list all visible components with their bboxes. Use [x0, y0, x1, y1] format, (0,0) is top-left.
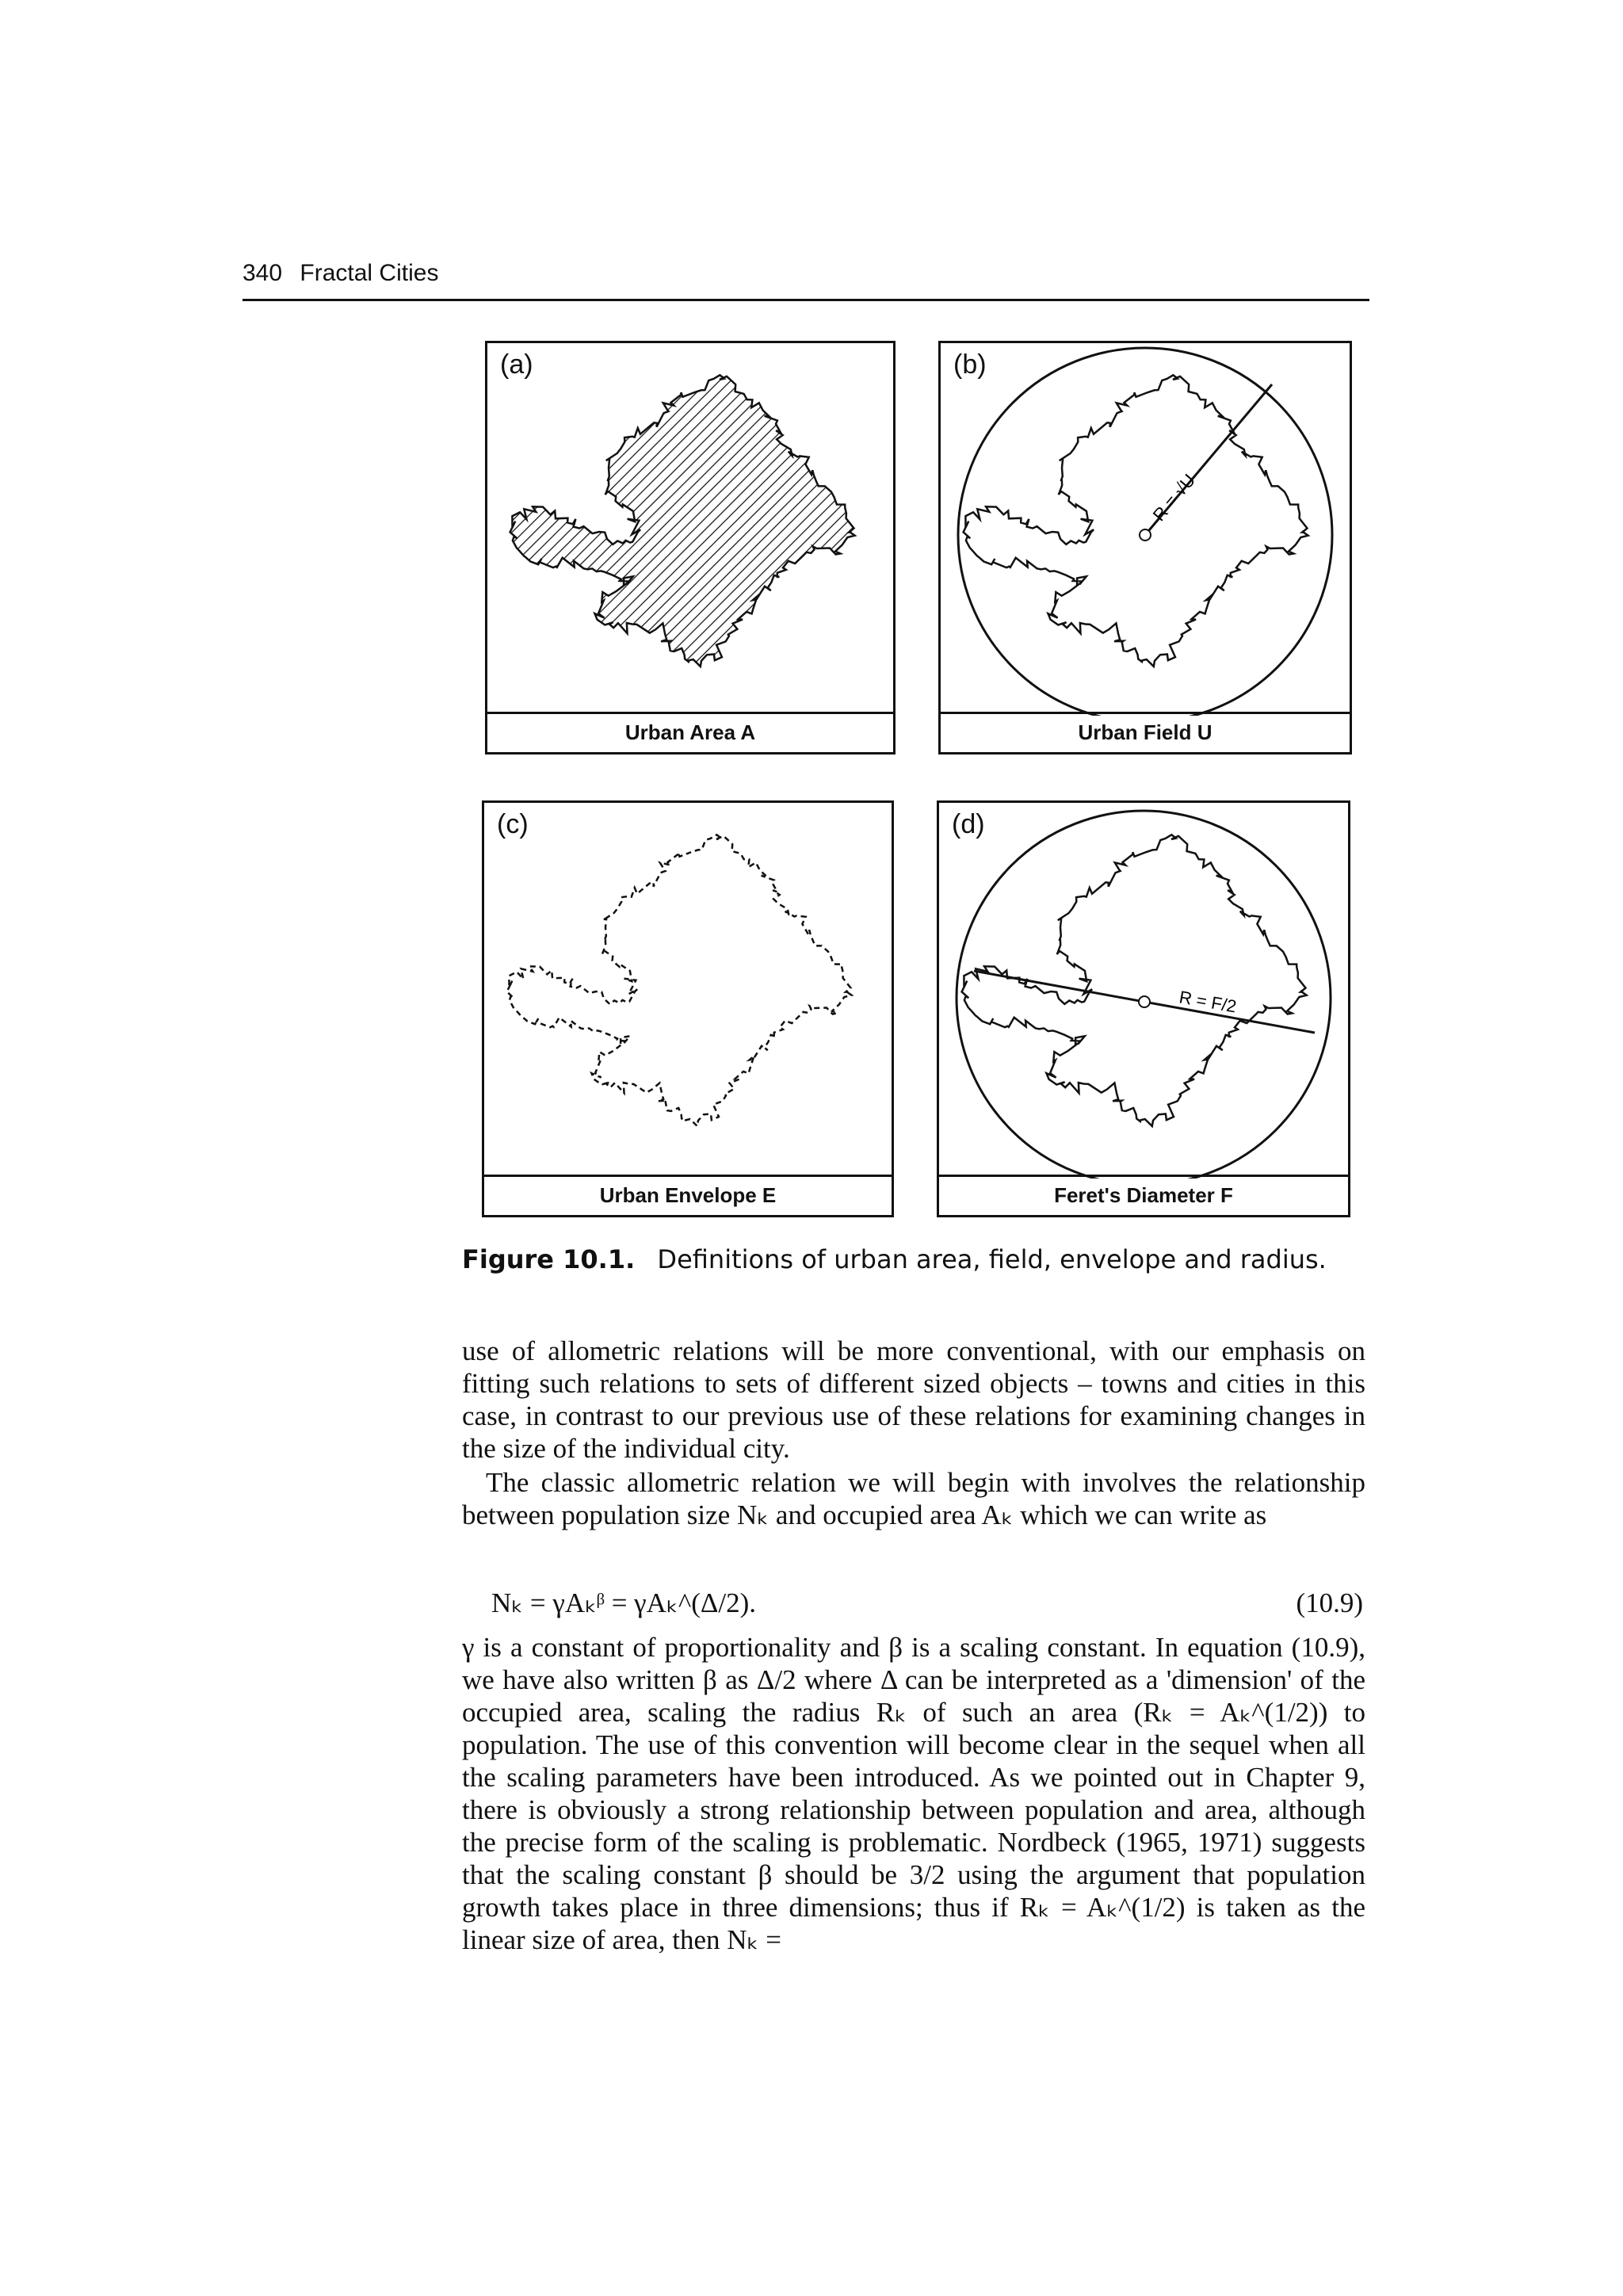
body-paragraph — [462, 1466, 1365, 1531]
page-number: 340 — [242, 260, 283, 286]
urban-envelope-shape — [484, 803, 892, 1179]
running-head — [242, 260, 438, 287]
panel-c-tag: (c) — [497, 809, 529, 839]
figure-label: Figure 10.1. — [462, 1244, 636, 1274]
radius-label-b: R = √U — [1148, 470, 1200, 525]
paragraph-text: The classic allometric relation we will begin with involves the relationship between population size Nₖ and occupied area Aₖ which we can write as — [462, 1467, 1365, 1530]
running-title: Fractal Cities — [300, 260, 439, 286]
figure-caption-text: Definitions of urban area, field, envelope and radius. — [657, 1244, 1327, 1274]
panel-a-caption: Urban Area A — [487, 712, 893, 752]
figure-caption — [462, 1244, 1327, 1274]
urban-area-shape — [487, 343, 893, 716]
radius-label-d: R = F/2 — [1178, 987, 1239, 1017]
panel-b-tag: (b) — [953, 350, 987, 380]
figure-panel-c — [482, 800, 894, 1217]
paragraph-text: use of allometric relations will be more conventional, with our emphasis on fitting such relations to sets of different sized objects – towns and cities in this case, in contrast to our previous use of these relations for examining changes in the size of the individual city. — [462, 1335, 1365, 1464]
panel-a-tag: (a) — [500, 350, 533, 380]
panel-d-caption: Feret's Diameter F — [939, 1175, 1348, 1215]
feret-diameter-diagram — [939, 803, 1348, 1179]
equation-number: (10.9) — [1296, 1587, 1363, 1618]
panel-d-tag: (d) — [952, 809, 985, 839]
equation-10-9 — [491, 1587, 1363, 1619]
paragraph-text: γ is a constant of proportionality and β is a scaling constant. In equation (10.9), we have also written β as Δ/2 where Δ can be interpreted as a 'dimension' of the occupied area, scaling the radius Rₖ of such an area (Rₖ = Aₖ^(1/2)) to population. The use of this convention will become clear in the sequel when all the scaling parameters have been introduced. As we pointed out in Chapter 9, there is obviously a strong relationship between population and area, although the precise form of the scaling is problematic. Nordbeck (1965, 1971) suggests that the scaling constant β should be 3/2 using the argument that population growth takes place in three dimensions; thus if Rₖ = Aₖ^(1/2) is taken as the linear size of area, then Nₖ = — [462, 1632, 1365, 1955]
equation-body: Nₖ = γAₖᵝ = γAₖ^(Δ/2). — [491, 1587, 757, 1618]
body-paragraph — [462, 1631, 1365, 1956]
panel-c-caption: Urban Envelope E — [484, 1175, 892, 1215]
urban-field-diagram — [941, 343, 1350, 716]
body-paragraph — [462, 1335, 1365, 1465]
figure-panel-a — [485, 341, 896, 755]
panel-b-caption: Urban Field U — [941, 712, 1350, 752]
figure-panel-b — [938, 341, 1352, 755]
figure-panel-d — [937, 800, 1350, 1217]
header-rule — [242, 299, 1369, 301]
